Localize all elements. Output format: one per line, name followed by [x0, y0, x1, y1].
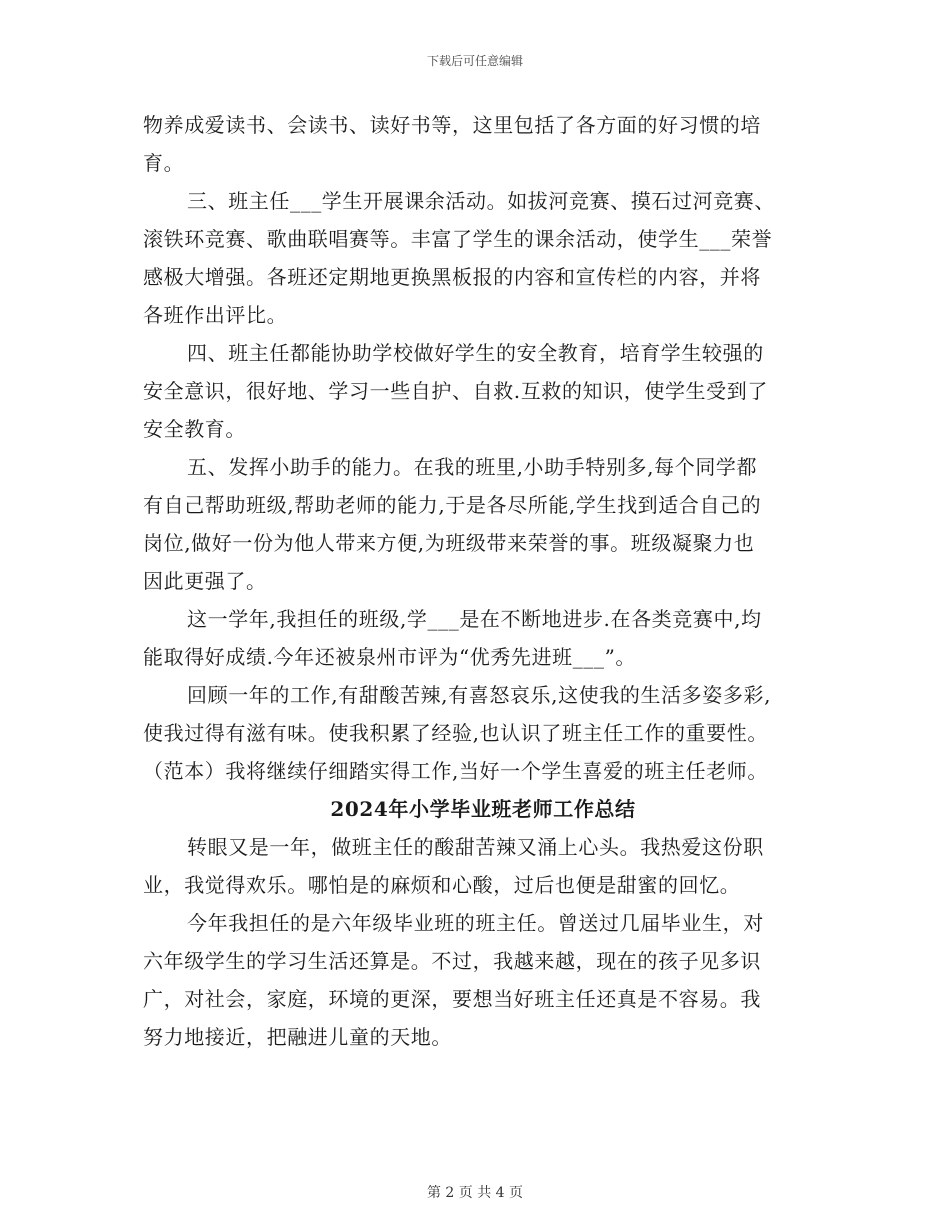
paragraph-start-line: 今年我担任的是六年级毕业班的班主任。曾送过几届毕业生，对 — [187, 911, 764, 935]
body-line: 各班作出评比。 — [143, 303, 288, 327]
body-line: 六年级学生的学习生活还算是。不过，我越来越，现在的孩子见多识 — [143, 949, 761, 973]
body-line: 使我过得有滋有味。使我积累了经验,也认识了班主任工作的重要性。 — [143, 721, 768, 745]
paragraph-start-line: 三、班主任___学生开展课余活动。如拔河竞赛、摸石过河竞赛、 — [187, 189, 775, 213]
paragraph-start-line: 转眼又是一年，做班主任的酸甜苦辣又涌上心头。我热爱这份职 — [187, 835, 764, 859]
body-line: 安全教育。 — [143, 417, 246, 441]
body-line: 安全意识，很好地、学习一些自护、自救.互救的知识，使学生受到了 — [143, 379, 768, 403]
body-line: 有自己帮助班级,帮助老师的能力,于是各尽所能,学生找到适合自己的 — [143, 493, 762, 517]
body-line: 广，对社会，家庭，环境的更深，要想当好班主任还真是不容易。我 — [143, 987, 761, 1011]
body-line: 感极大增强。各班还定期地更换黑板报的内容和宣传栏的内容，并将 — [143, 265, 761, 289]
page-header: 下载后可任意编辑 — [426, 54, 523, 68]
body-line: 育。 — [143, 151, 185, 175]
section-heading: 2024年小学毕业班老师工作总结 — [330, 797, 636, 821]
paragraph-start-line: 五、发挥小助手的能力。在我的班里,小助手特别多,每个同学都 — [187, 455, 758, 479]
body-line: 因此更强了。 — [143, 569, 267, 593]
paragraph-start-line: 这一学年,我担任的班级,学___是在不断地进步.在各类竞赛中,均 — [187, 607, 762, 631]
body-line: 物养成爱读书、会读书、读好书等，这里包括了各方面的好习惯的培 — [143, 113, 761, 137]
body-line: 努力地接近，把融进儿童的天地。 — [143, 1025, 452, 1049]
paragraph-start-line: 回顾一年的工作,有甜酸苦辣,有喜怒哀乐,这使我的生活多姿多彩, — [187, 683, 772, 707]
document-body — [143, 106, 823, 1056]
body-line: （范本）我将继续仔细踏实得工作,当好一个学生喜爱的班主任老师。 — [143, 759, 768, 783]
body-line: 能取得好成绩.今年还被泉州市评为“优秀先进班___”。 — [143, 645, 637, 669]
body-line: 滚铁环竞赛、歌曲联唱赛等。丰富了学生的课余活动，使学生___荣誉 — [143, 227, 773, 251]
paragraph-start-line: 四、班主任都能协助学校做好学生的安全教育，培育学生较强的 — [187, 341, 764, 365]
body-line: 岗位,做好一份为他人带来方便,为班级带来荣誉的事。班级凝聚力也 — [143, 531, 755, 555]
page-number: 第 2 页 共 4 页 — [426, 1185, 524, 1201]
body-line: 业，我觉得欢乐。哪怕是的麻烦和心酸，过后也便是甜蜜的回忆。 — [143, 873, 741, 897]
